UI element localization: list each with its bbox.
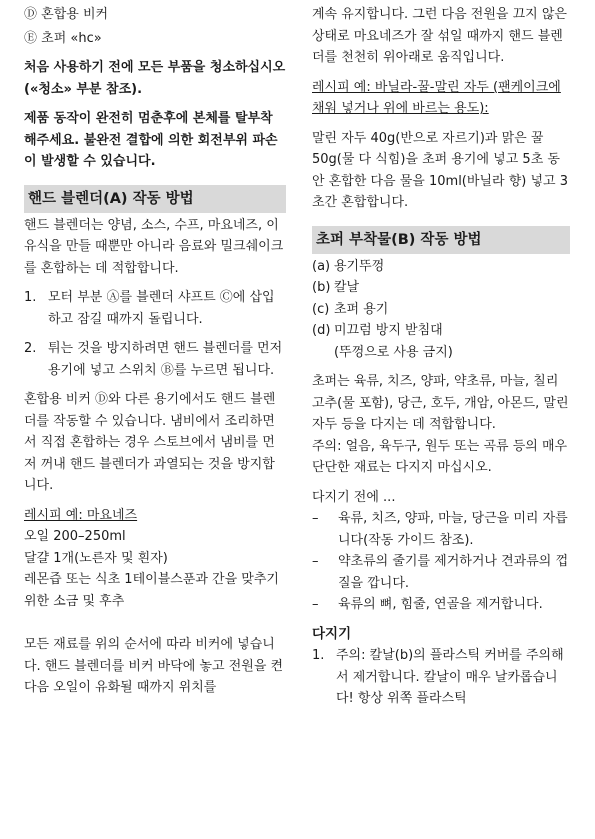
recipe-line: 오일 200–250ml bbox=[24, 529, 126, 544]
recipe-line: 달걀 1개(노른자 및 흰자) bbox=[24, 550, 168, 566]
section-heading-hand-blender: 핸드 블렌더(A) 작동 방법 bbox=[24, 185, 286, 213]
detach-warning: 제품 동작이 완전히 멈춘후에 본체를 탈부착 해주세요. 불완전 결합에 의한 회전부위 파손이 발생할 수 있습니다. bbox=[24, 111, 278, 169]
step-item bbox=[24, 287, 286, 330]
list-item-text: 약초류의 줄기를 제거하거나 견과류의 껍질을 깝니다. bbox=[338, 554, 569, 591]
recipe-title: 레시피 예: 마요네즈 bbox=[24, 507, 138, 523]
step-text: 주의: 칼날(b)의 플라스틱 커버를 주의해서 제거합니다. 칼날이 매우 날카롭습니다! 항상 위쪽 플라스틱 bbox=[336, 648, 564, 706]
dash-bullet: – bbox=[312, 554, 319, 569]
step-item bbox=[312, 645, 570, 710]
step-number: 2. bbox=[24, 341, 37, 356]
part-d-label: Ⓓ 혼합용 비커 bbox=[24, 7, 109, 22]
hand-blender-intro: 핸드 블렌더는 양념, 소스, 수프, 마요네즈, 이유식을 만들 때뿐만 아니라 음료와 밀크쉐이크를 혼합하는 데 적합합니다. bbox=[24, 217, 284, 276]
part-item bbox=[312, 256, 570, 278]
step-number: 1. bbox=[312, 648, 325, 663]
part-name: 칼날 bbox=[334, 280, 360, 295]
dash-bullet: – bbox=[312, 597, 319, 612]
cleaning-notice: 처음 사용하기 전에 모든 부품을 청소하십시오(«청소» 부분 참조). bbox=[24, 60, 286, 97]
part-item bbox=[312, 320, 570, 342]
part-d-note: (뚜껑으로 사용 금지) bbox=[334, 344, 453, 360]
dash-bullet: – bbox=[312, 511, 319, 526]
recipe-line: 레몬즙 또는 식초 1테이블스푼과 간을 맞추기 위한 소금 및 후추 bbox=[24, 572, 279, 609]
section-heading-chopper: 초퍼 부착물(B) 작동 방법 bbox=[312, 226, 570, 254]
before-chopping-title: 다지기 전에 ... bbox=[312, 489, 396, 505]
step-text: 모터 부분 Ⓐ를 블렌더 샤프트 Ⓒ에 삽입하고 잠길 때까지 돌립니다. bbox=[48, 290, 275, 327]
right-column bbox=[312, 4, 570, 710]
chopper-warning: 주의: 얼음, 육두구, 원두 또는 곡류 등의 매우 단단한 재료는 다지지 마십시오. bbox=[312, 438, 568, 475]
part-item bbox=[312, 299, 570, 321]
recipe2-title: 레시피 예: 바닐라-꿀-말린 자두 (팬케이크에 채워 넣거나 위에 바르는 용도): bbox=[312, 79, 561, 116]
part-item bbox=[312, 277, 570, 299]
list-item-text: 육류, 치즈, 양파, 마늘, 당근을 미리 자릅니다(작동 가이드 참조). bbox=[338, 511, 568, 548]
part-letter: (d) bbox=[312, 323, 331, 338]
left-column bbox=[24, 4, 286, 699]
list-item bbox=[312, 551, 570, 594]
part-letter: (b) bbox=[312, 280, 331, 295]
part-e-label: Ⓔ 초퍼 «hc» bbox=[24, 30, 102, 46]
recipe2-text: 말린 자두 40g(반으로 자르기)과 맑은 꿀 50g(물 다 식힘)을 초퍼 용기에 넣고 5초 동안 혼합한 다음 물을 10ml(바닐라 향) 넣고 3초간 혼합합니다. bbox=[312, 130, 568, 210]
list-item-text: 육류의 뼈, 힘줄, 연골을 제거합니다. bbox=[338, 597, 543, 612]
beaker-paragraph: 혼합용 비커 Ⓓ와 다른 용기에서도 핸드 블렌더를 작동할 수 있습니다. 냄비에서 조리하면서 직접 혼합하는 경우 스토브에서 냄비를 먼저 꺼내 핸드 블렌더가 과열되는 것을 방지합니다. bbox=[24, 392, 276, 493]
list-item bbox=[312, 508, 570, 551]
part-name: 미끄럼 방지 받침대 bbox=[334, 323, 443, 338]
step-number: 1. bbox=[24, 290, 37, 305]
instructions-paragraph: 모든 재료를 위의 순서에 따라 비커에 넣습니다. 핸드 블렌더를 비커 바닥에 놓고 전원을 켠 다음 오일이 유화될 때까지 위치를 bbox=[24, 637, 284, 695]
part-name: 용기뚜껑 bbox=[334, 258, 385, 274]
instructions-continued: 계속 유지합니다. 그런 다음 전원을 끄지 않은 상태로 마요네즈가 잘 섞일 때까지 핸드 블렌더를 천천히 위아래로 움직입니다. bbox=[312, 7, 567, 65]
part-letter: (a) bbox=[312, 258, 331, 274]
part-letter: (c) bbox=[312, 301, 330, 317]
step-item bbox=[24, 338, 286, 381]
step-text: 튀는 것을 방지하려면 핸드 블렌더를 먼저 용기에 넣고 스위치 Ⓑ를 누르면 됩니다. bbox=[48, 341, 283, 378]
chopping-subtitle: 다지기 bbox=[312, 625, 352, 642]
part-name: 초퍼 용기 bbox=[334, 301, 389, 317]
chopper-paragraph: 초퍼는 육류, 치즈, 양파, 약초류, 마늘, 칠리고추(물 포함), 당근, 호두, 개암, 아몬드, 말린 자두 등을 다지는 데 적합합니다. bbox=[312, 374, 569, 432]
list-item bbox=[312, 594, 570, 616]
